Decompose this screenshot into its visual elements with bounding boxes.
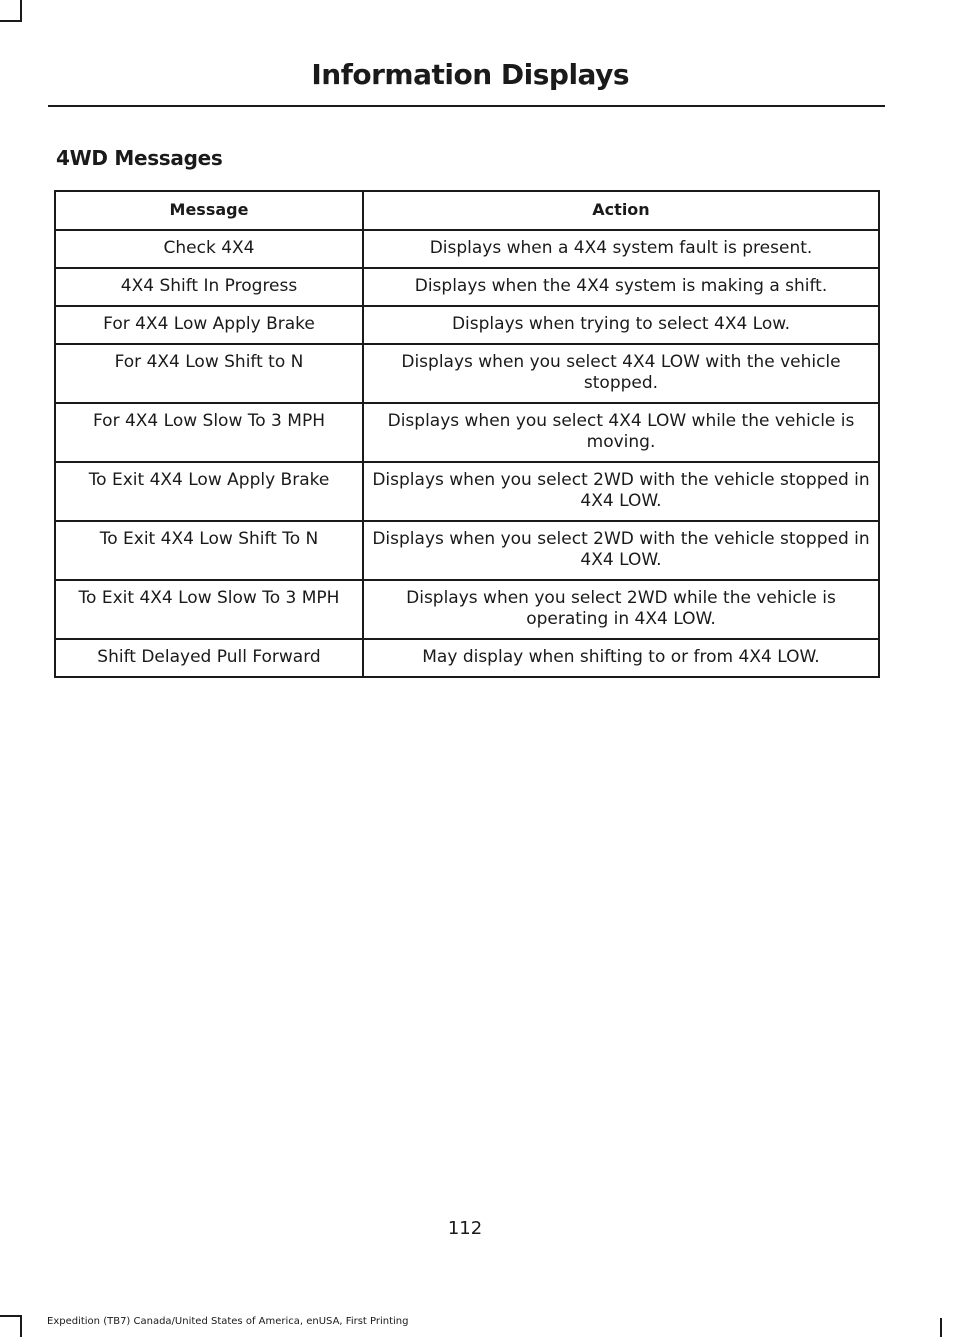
crop-mark: [20, 1315, 22, 1337]
messages-table: [54, 190, 880, 678]
crop-mark: [940, 1318, 942, 1337]
table-row: [55, 580, 879, 639]
column-header-message: Message: [55, 191, 363, 230]
action-cell: Displays when you select 4X4 LOW while the vehicle is moving.: [363, 403, 879, 462]
crop-mark: [0, 1315, 22, 1317]
table-row: [55, 230, 879, 268]
message-cell: 4X4 Shift In Progress: [55, 268, 363, 306]
column-header-action: Action: [363, 191, 879, 230]
action-cell: Displays when a 4X4 system fault is present.: [363, 230, 879, 268]
section-heading: 4WD Messages: [56, 146, 223, 170]
action-cell: Displays when the 4X4 system is making a shift.: [363, 268, 879, 306]
action-cell: Displays when you select 2WD with the vehicle stopped in 4X4 LOW.: [363, 462, 879, 521]
crop-mark: [0, 20, 22, 22]
table-header-row: [55, 191, 879, 230]
table-row: [55, 403, 879, 462]
message-cell: For 4X4 Low Slow To 3 MPH: [55, 403, 363, 462]
action-cell: Displays when you select 4X4 LOW with the vehicle stopped.: [363, 344, 879, 403]
page-number: 112: [447, 1218, 483, 1239]
action-cell: May display when shifting to or from 4X4 LOW.: [363, 639, 879, 677]
message-cell: For 4X4 Low Shift to N: [55, 344, 363, 403]
table-row: [55, 462, 879, 521]
footer-edition-text: Expedition (TB7) Canada/United States of America, enUSA, First Printing: [47, 1316, 409, 1327]
table-row: [55, 268, 879, 306]
table-row: [55, 306, 879, 344]
message-cell: To Exit 4X4 Low Apply Brake: [55, 462, 363, 521]
message-cell: Check 4X4: [55, 230, 363, 268]
table-row: [55, 639, 879, 677]
table-row: [55, 344, 879, 403]
crop-mark: [20, 0, 22, 22]
action-cell: Displays when you select 2WD with the vehicle stopped in 4X4 LOW.: [363, 521, 879, 580]
message-cell: Shift Delayed Pull Forward: [55, 639, 363, 677]
message-cell: To Exit 4X4 Low Shift To N: [55, 521, 363, 580]
message-cell: For 4X4 Low Apply Brake: [55, 306, 363, 344]
table-row: [55, 521, 879, 580]
title-divider: [48, 105, 885, 107]
page-title: Information Displays: [311, 58, 629, 91]
action-cell: Displays when trying to select 4X4 Low.: [363, 306, 879, 344]
action-cell: Displays when you select 2WD while the vehicle is operating in 4X4 LOW.: [363, 580, 879, 639]
message-cell: To Exit 4X4 Low Slow To 3 MPH: [55, 580, 363, 639]
